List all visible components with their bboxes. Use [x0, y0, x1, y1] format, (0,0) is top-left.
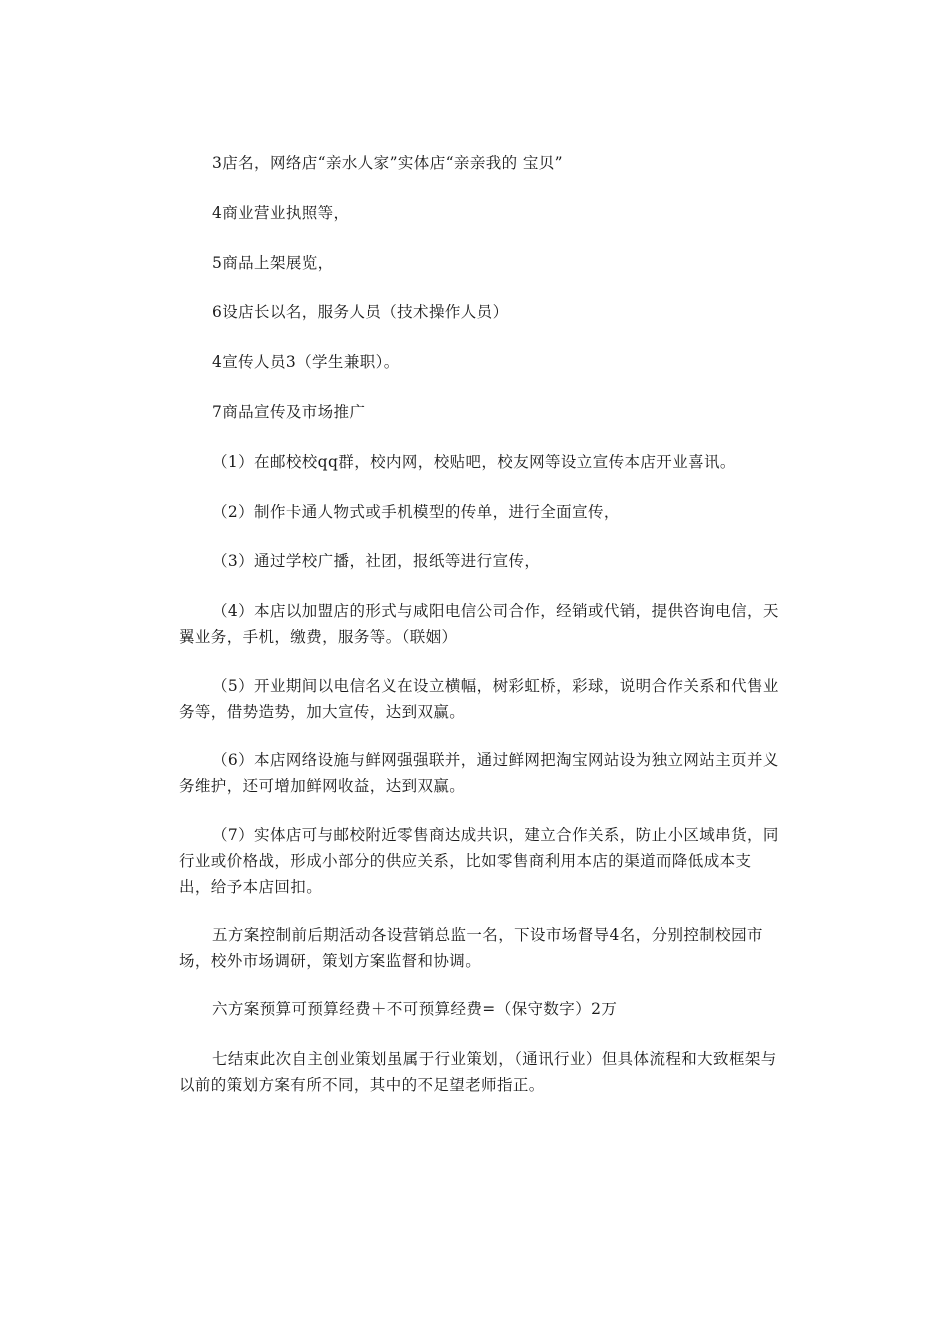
paragraph-item-1: （1）在邮校校qq群，校内网，校贴吧，校友网等设立宣传本店开业喜讯。: [212, 453, 736, 471]
paragraph-item-3: （3）通过学校广播，社团，报纸等进行宣传，: [212, 552, 541, 570]
paragraph-item-2: （2）制作卡通人物式或手机模型的传单，进行全面宣传，: [212, 503, 620, 521]
paragraph-business-license: 4商业营业执照等，: [212, 204, 350, 222]
paragraph-section-seven: 七结束此次自主创业策划虽属于行业策划，（通讯行业）但具体流程和大致框架与以前的策划方案有所不同，其中的不足望老师指正。: [179, 1050, 777, 1094]
paragraph-item-4: （4）本店以加盟店的形式与咸阳电信公司合作，经销或代销，提供咨询电信，天翼业务，手机，缴费，服务等。（联姻）: [179, 602, 779, 646]
paragraph-promoters: 4宣传人员3（学生兼职）。: [212, 353, 400, 371]
paragraph-promotion-heading: 7商品宣传及市场推广: [212, 403, 366, 421]
paragraph-section-six: 六方案预算可预算经费＋不可预算经费=（保守数字）2万: [212, 1000, 618, 1018]
paragraph-store-name: 3店名，网络店“亲水人家”实体店“亲亲我的 宝贝”: [212, 154, 563, 172]
paragraph-item-5: （5）开业期间以电信名义在设立横幅，树彩虹桥，彩球，说明合作关系和代售业务等，借势造势，加大宣传，达到双赢。: [179, 677, 779, 721]
paragraph-staffing: 6设店长以名，服务人员（技术操作人员）: [212, 303, 509, 321]
paragraph-section-five: 五方案控制前后期活动各设营销总监一名，下设市场督导4名，分别控制校园市场，校外市场调研，策划方案监督和协调。: [179, 926, 763, 970]
paragraph-item-6: （6）本店网络设施与鲜网强强联并，通过鲜网把淘宝网站设为独立网站主页并义务维护，还可增加鲜网收益，达到双赢。: [179, 751, 779, 795]
paragraph-product-display: 5商品上架展览，: [212, 254, 334, 272]
paragraph-item-7: （7）实体店可与邮校附近零售商达成共识，建立合作关系，防止小区域串货，同行业或价格战，形成小部分的供应关系，比如零售商利用本店的渠道而降低成本支出，给予本店回扣。: [179, 826, 779, 896]
